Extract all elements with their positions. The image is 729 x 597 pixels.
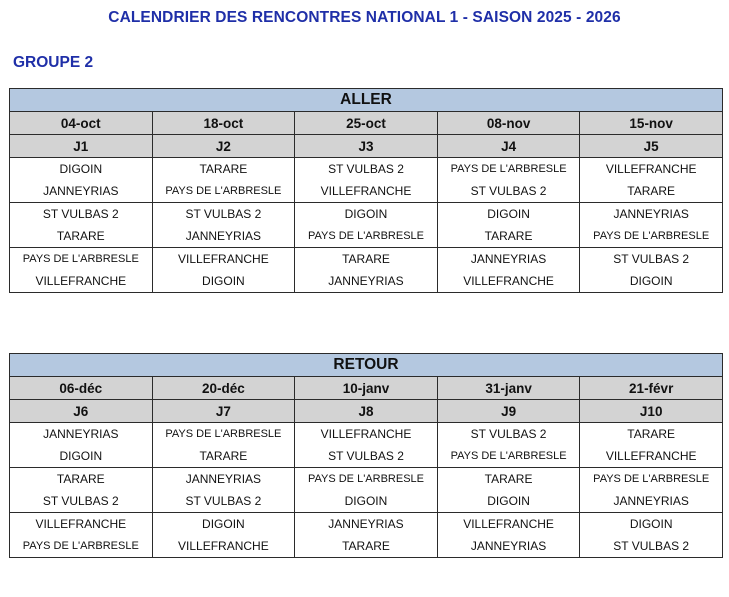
matchday-row [10, 135, 723, 158]
matchday-cell: J4 [437, 135, 580, 158]
match-home-row [10, 203, 723, 226]
away-team: TARARE [10, 225, 153, 248]
home-team: DIGOIN [10, 158, 153, 181]
away-team: DIGOIN [295, 490, 438, 513]
date-cell: 15-nov [580, 112, 723, 135]
away-team: JANNEYRIAS [10, 180, 153, 203]
away-team: JANNEYRIAS [152, 225, 295, 248]
home-team: PAYS DE L'ARBRESLE [10, 248, 153, 271]
match-away-row [10, 490, 723, 513]
away-team: TARARE [295, 535, 438, 558]
away-team: ST VULBAS 2 [10, 490, 153, 513]
home-team: TARARE [580, 423, 723, 446]
date-cell: 08-nov [437, 112, 580, 135]
away-team: PAYS DE L'ARBRESLE [295, 225, 438, 248]
away-team: JANNEYRIAS [295, 270, 438, 293]
away-team: PAYS DE L'ARBRESLE [580, 225, 723, 248]
away-team: TARARE [580, 180, 723, 203]
matchday-cell: J3 [295, 135, 438, 158]
away-team: PAYS DE L'ARBRESLE [10, 535, 153, 558]
date-cell: 06-déc [10, 377, 153, 400]
home-team: TARARE [10, 468, 153, 491]
date-cell: 18-oct [152, 112, 295, 135]
away-team: VILLEFRANCHE [295, 180, 438, 203]
home-team: ST VULBAS 2 [10, 203, 153, 226]
away-team: PAYS DE L'ARBRESLE [437, 445, 580, 468]
date-cell: 04-oct [10, 112, 153, 135]
date-cell: 21-févr [580, 377, 723, 400]
section-header: RETOUR [10, 354, 723, 377]
away-team: JANNEYRIAS [580, 490, 723, 513]
date-cell: 31-janv [437, 377, 580, 400]
away-team: VILLEFRANCHE [10, 270, 153, 293]
home-team: JANNEYRIAS [295, 513, 438, 536]
match-away-row [10, 270, 723, 293]
away-team: ST VULBAS 2 [295, 445, 438, 468]
matchday-cell: J8 [295, 400, 438, 423]
matchday-cell: J9 [437, 400, 580, 423]
home-team: TARARE [437, 468, 580, 491]
date-cell: 25-oct [295, 112, 438, 135]
matchday-cell: J6 [10, 400, 153, 423]
home-team: PAYS DE L'ARBRESLE [580, 468, 723, 491]
home-team: TARARE [295, 248, 438, 271]
home-team: JANNEYRIAS [580, 203, 723, 226]
matchday-row [10, 400, 723, 423]
date-cell: 20-déc [152, 377, 295, 400]
date-row [10, 377, 723, 400]
matchday-cell: J2 [152, 135, 295, 158]
match-home-row [10, 248, 723, 271]
home-team: PAYS DE L'ARBRESLE [437, 158, 580, 181]
home-team: DIGOIN [295, 203, 438, 226]
home-team: ST VULBAS 2 [295, 158, 438, 181]
home-team: JANNEYRIAS [10, 423, 153, 446]
date-cell: 10-janv [295, 377, 438, 400]
home-team: ST VULBAS 2 [437, 423, 580, 446]
retour-table [9, 353, 723, 558]
away-team: VILLEFRANCHE [580, 445, 723, 468]
away-team: ST VULBAS 2 [437, 180, 580, 203]
home-team: JANNEYRIAS [152, 468, 295, 491]
home-team: ST VULBAS 2 [580, 248, 723, 271]
home-team: ST VULBAS 2 [152, 203, 295, 226]
away-team: DIGOIN [10, 445, 153, 468]
away-team: TARARE [152, 445, 295, 468]
away-team: DIGOIN [580, 270, 723, 293]
match-home-row [10, 158, 723, 181]
home-team: DIGOIN [580, 513, 723, 536]
aller-table [9, 88, 723, 293]
away-team: ST VULBAS 2 [580, 535, 723, 558]
matchday-cell: J10 [580, 400, 723, 423]
away-team: VILLEFRANCHE [152, 535, 295, 558]
away-team: PAYS DE L'ARBRESLE [152, 180, 295, 203]
date-row [10, 112, 723, 135]
away-team: ST VULBAS 2 [152, 490, 295, 513]
away-team: DIGOIN [152, 270, 295, 293]
section-header: ALLER [10, 89, 723, 112]
match-away-row [10, 180, 723, 203]
home-team: PAYS DE L'ARBRESLE [152, 423, 295, 446]
page-title: CALENDRIER DES RENCONTRES NATIONAL 1 - SAISON 2025 - 2026 [108, 9, 621, 26]
match-away-row [10, 535, 723, 558]
match-home-row [10, 513, 723, 536]
match-away-row [10, 225, 723, 248]
matchday-cell: J1 [10, 135, 153, 158]
match-away-row [10, 445, 723, 468]
home-team: VILLEFRANCHE [580, 158, 723, 181]
home-team: VILLEFRANCHE [437, 513, 580, 536]
match-home-row [10, 423, 723, 446]
away-team: JANNEYRIAS [437, 535, 580, 558]
home-team: DIGOIN [437, 203, 580, 226]
match-home-row [10, 468, 723, 491]
home-team: VILLEFRANCHE [295, 423, 438, 446]
away-team: DIGOIN [437, 490, 580, 513]
home-team: JANNEYRIAS [437, 248, 580, 271]
group-label: GROUPE 2 [13, 54, 94, 71]
home-team: VILLEFRANCHE [10, 513, 153, 536]
home-team: PAYS DE L'ARBRESLE [295, 468, 438, 491]
away-team: VILLEFRANCHE [437, 270, 580, 293]
away-team: TARARE [437, 225, 580, 248]
home-team: DIGOIN [152, 513, 295, 536]
matchday-cell: J7 [152, 400, 295, 423]
home-team: TARARE [152, 158, 295, 181]
matchday-cell: J5 [580, 135, 723, 158]
home-team: VILLEFRANCHE [152, 248, 295, 271]
